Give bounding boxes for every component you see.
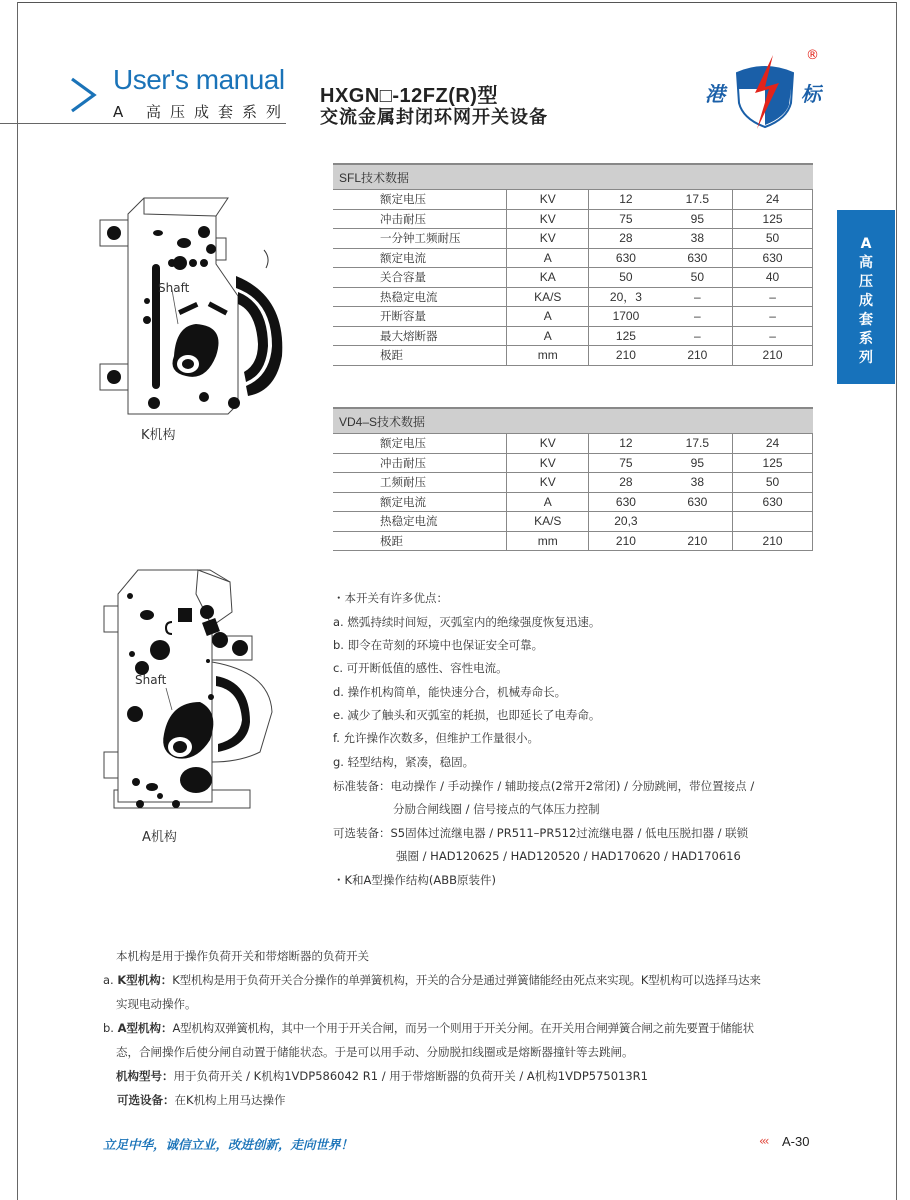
table-row [333, 209, 813, 229]
param-name: 冲击耐压 [333, 209, 507, 229]
unit-cell: KV [507, 473, 589, 493]
unit-cell: A [507, 307, 589, 327]
value-24kv: 630 [733, 248, 813, 268]
value-24kv: 210 [733, 531, 813, 551]
param-name: 关合容量 [333, 268, 507, 288]
page-frame-right [896, 2, 897, 1200]
param-name: 极距 [333, 531, 507, 551]
value-17-5kv: – [663, 287, 733, 307]
feature-item: e. 减少了触头和灭弧室的耗损，也即延长了电寿命。 [333, 708, 601, 722]
value-12kv: 125 [589, 326, 663, 346]
value-12kv: 28 [589, 473, 663, 493]
standard-equipment-label: 标准装备： [333, 779, 391, 793]
page-number: A-30 [782, 1134, 810, 1149]
model-number: HXGN□-12FZ(R)型 [320, 85, 498, 107]
table-row [333, 190, 813, 210]
table-row [333, 512, 813, 532]
value-12kv: 1700 [589, 307, 663, 327]
optional-equipment-label: 可选装备： [333, 826, 391, 840]
optional-devices-text: 在K机构上用马达操作 [174, 1093, 286, 1107]
table-row [333, 346, 813, 366]
k-mechanism-desc-line2: 实现电动操作。 [116, 997, 197, 1011]
logo-right-char: 标 [801, 82, 821, 106]
param-name: 工频耐压 [333, 473, 507, 493]
side-tab-char: 压 [859, 274, 873, 290]
value-17-5kv: – [663, 307, 733, 327]
page-arrows-icon: ‹‹‹ [759, 1134, 768, 1148]
feature-item: d. 操作机构简单，能快速分合，机械寿命长。 [333, 685, 567, 699]
a-mechanism-text: A型机构双弹簧机构，其中一个用于开关合闸，而另一个则用于开关分闸。在开关用合闸弹簧合闸之前先要置于储能状 [172, 1021, 754, 1035]
sfl-spec-table [333, 163, 813, 366]
table-row [333, 434, 813, 454]
value-12kv: 630 [589, 492, 663, 512]
shield-bolt-icon [729, 53, 801, 131]
value-12kv: 630 [589, 248, 663, 268]
a-mechanism-desc [103, 1020, 754, 1036]
value-12kv: 20,3 [589, 512, 663, 532]
table-row [333, 307, 813, 327]
side-tab-char: 高 [859, 255, 873, 271]
series-subtitle: A 高压成套系列 [113, 103, 291, 121]
value-12kv: 12 [589, 190, 663, 210]
unit-cell: KA/S [507, 512, 589, 532]
product-name: 交流金属封闭环网开关设备 [320, 107, 548, 128]
table-row [333, 531, 813, 551]
unit-cell: KA [507, 268, 589, 288]
table-row [333, 326, 813, 346]
item-prefix: b. [103, 1021, 118, 1035]
standard-equipment-line2: 分励合闸线圈 / 信号接点的气体压力控制 [393, 802, 600, 816]
a-shaft-label: Shaft [135, 673, 167, 687]
side-tab-char: 成 [859, 293, 873, 309]
unit-cell: KV [507, 434, 589, 454]
param-name: 额定电流 [333, 248, 507, 268]
value-17-5kv: 38 [663, 229, 733, 249]
page-frame-left [17, 2, 18, 1200]
value-17-5kv: 630 [663, 248, 733, 268]
value-17-5kv: 50 [663, 268, 733, 288]
sfl-table-title: SFL技术数据 [333, 164, 813, 190]
param-name: 最大熔断器 [333, 326, 507, 346]
feature-item: b. 即令在苛刻的环境中也保证安全可靠。 [333, 638, 544, 652]
value-12kv: 12 [589, 434, 663, 454]
a-mechanism-caption: A机构 [142, 830, 177, 845]
unit-cell: KV [507, 453, 589, 473]
value-24kv: 125 [733, 209, 813, 229]
value-17-5kv: 95 [663, 453, 733, 473]
unit-cell: KV [507, 209, 589, 229]
value-24kv: – [733, 326, 813, 346]
value-12kv: 75 [589, 453, 663, 473]
chevron-right-icon [68, 75, 100, 115]
param-name: 额定电流 [333, 492, 507, 512]
param-name: 额定电压 [333, 434, 507, 454]
optional-devices-label: 可选设备： [117, 1093, 175, 1107]
features-intro: ・本开关有许多优点： [333, 591, 448, 605]
unit-cell: A [507, 492, 589, 512]
table-row [333, 453, 813, 473]
value-12kv: 210 [589, 531, 663, 551]
description-intro: 本机构是用于操作负荷开关和带熔断器的负荷开关 [116, 949, 369, 963]
value-24kv: – [733, 287, 813, 307]
value-24kv: 40 [733, 268, 813, 288]
mechanism-model-text: 用于负荷开关 / K机构1VDP586042 R1 / 用于带熔断器的负荷开关 / A机构1VDP575013R1 [173, 1069, 648, 1083]
registered-mark: ® [806, 48, 819, 63]
standard-equipment [333, 778, 754, 794]
param-name: 开断容量 [333, 307, 507, 327]
value-24kv: – [733, 307, 813, 327]
table-row [333, 492, 813, 512]
unit-cell: KA/S [507, 287, 589, 307]
feature-item: f. 允许操作次数多，但维护工作量很小。 [333, 731, 540, 745]
k-shaft-label: Shaft [158, 281, 190, 295]
value-17-5kv: 630 [663, 492, 733, 512]
value-17-5kv: 210 [663, 346, 733, 366]
value-24kv: 50 [733, 229, 813, 249]
side-tab-char: 套 [859, 312, 873, 328]
k-mechanism-diagram [96, 196, 286, 421]
optional-equipment-line2: 强圈 / HAD120625 / HAD120520 / HAD170620 / HAD170616 [396, 849, 741, 863]
optional-equipment-line1: S5固体过流继电器 / PR511–PR512过流继电器 / 低电压脱扣器 / 联锁 [390, 826, 749, 840]
value-17-5kv: 95 [663, 209, 733, 229]
table-row [333, 268, 813, 288]
brand-logo [705, 48, 825, 133]
value-24kv: 630 [733, 492, 813, 512]
feature-item: c. 可开断低值的感性、容性电流。 [333, 661, 508, 675]
mechanism-model [116, 1068, 648, 1084]
page-frame-top [17, 2, 896, 3]
value-17-5kv: 210 [663, 531, 733, 551]
value-12kv: 75 [589, 209, 663, 229]
k-mechanism-desc [103, 972, 761, 988]
unit-cell: A [507, 248, 589, 268]
logo-left-char: 港 [705, 82, 725, 106]
manual-title: User's manual [113, 64, 285, 95]
value-17-5kv: 17.5 [663, 434, 733, 454]
unit-cell: mm [507, 531, 589, 551]
value-24kv: 210 [733, 346, 813, 366]
side-tab-char: A [860, 236, 872, 252]
table-row [333, 473, 813, 493]
unit-cell: mm [507, 346, 589, 366]
value-24kv [733, 512, 813, 532]
k-mechanism-text: K型机构是用于负荷开关合分操作的单弹簧机构，开关的合分是通过弹簧储能经由死点来实现。K型机构可以选择马达来 [172, 973, 761, 987]
k-mechanism-label: K型机构： [117, 973, 173, 987]
param-name: 额定电压 [333, 190, 507, 210]
value-17-5kv: 38 [663, 473, 733, 493]
vd4-spec-table [333, 407, 813, 551]
table-row [333, 248, 813, 268]
features-outro: ・K和A型操作结构(ABB原装件) [333, 873, 497, 887]
side-tab-char: 系 [859, 331, 873, 347]
optional-devices [117, 1092, 286, 1108]
mechanism-model-label: 机构型号： [116, 1069, 174, 1083]
a-mechanism-label: A型机构： [117, 1021, 173, 1035]
feature-item: a. 燃弧持续时间短，灭弧室内的绝缘强度恢复迅速。 [333, 615, 601, 629]
value-17-5kv: 17.5 [663, 190, 733, 210]
value-24kv: 24 [733, 434, 813, 454]
table-row [333, 229, 813, 249]
value-17-5kv: – [663, 326, 733, 346]
value-24kv: 24 [733, 190, 813, 210]
value-17-5kv [663, 512, 733, 532]
optional-equipment [333, 825, 748, 841]
value-24kv: 50 [733, 473, 813, 493]
param-name: 一分钟工频耐压 [333, 229, 507, 249]
footer-slogan: 立足中华，诚信立业，改进创新，走向世界！ [103, 1137, 354, 1152]
param-name: 热稳定电流 [333, 287, 507, 307]
a-mechanism-diagram [100, 562, 280, 812]
section-side-tab [837, 210, 895, 384]
value-12kv: 210 [589, 346, 663, 366]
k-mechanism-caption: K机构 [141, 428, 176, 443]
standard-equipment-line1: 电动操作 / 手动操作 / 辅助接点(2常开2常闭) / 分励跳闸，带位置接点 / [390, 779, 755, 793]
value-24kv: 125 [733, 453, 813, 473]
value-12kv: 28 [589, 229, 663, 249]
unit-cell: KV [507, 229, 589, 249]
table-row [333, 287, 813, 307]
header-divider [0, 123, 286, 124]
vd4-table-title: VD4–S技术数据 [333, 408, 813, 434]
item-prefix: a. [103, 973, 118, 987]
param-name: 极距 [333, 346, 507, 366]
side-tab-char: 列 [859, 350, 873, 366]
value-12kv: 20，3 [589, 287, 663, 307]
value-12kv: 50 [589, 268, 663, 288]
param-name: 热稳定电流 [333, 512, 507, 532]
param-name: 冲击耐压 [333, 453, 507, 473]
feature-item: g. 轻型结构，紧凑，稳固。 [333, 755, 475, 769]
unit-cell: KV [507, 190, 589, 210]
a-mechanism-desc-line2: 态，合闸操作后使分闸自动置于储能状态。于是可以用手动、分励脱扣线圈或是熔断器撞针等去跳闸。 [116, 1045, 634, 1059]
unit-cell: A [507, 326, 589, 346]
